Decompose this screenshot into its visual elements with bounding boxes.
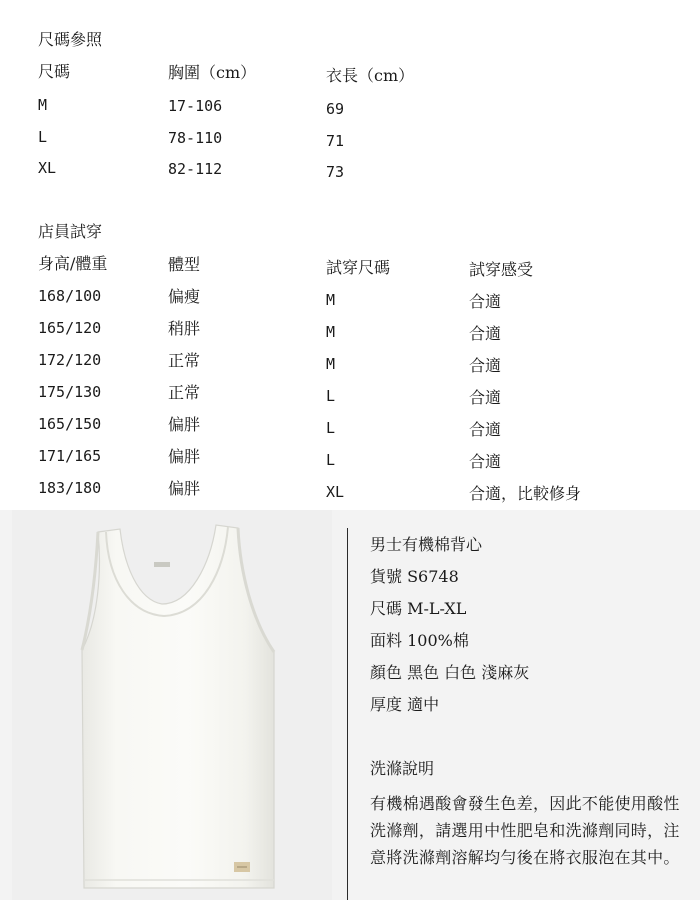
size-header-chest: 胸圍（cm）: [168, 63, 257, 82]
product-name: 男士有機棉背心: [370, 535, 483, 554]
tank-top-illustration: [12, 510, 332, 900]
tryon-row-3-size: M: [326, 355, 336, 373]
tryon-header-height-weight: 身高/體重: [38, 254, 108, 273]
tryon-row-3-hw: 172/120: [38, 351, 102, 369]
size-row-xl-length: 73: [326, 163, 345, 181]
care-title: 洗滌說明: [370, 759, 435, 778]
tryon-row-5-fit: 合適: [469, 420, 502, 439]
product-sizes: 尺碼 M-L-XL: [370, 599, 467, 618]
product-colors: 顏色 黑色 白色 淺麻灰: [370, 663, 530, 682]
size-chart-title: 尺碼參照: [38, 30, 103, 49]
tryon-row-4-size: L: [326, 387, 336, 405]
size-header-length: 衣長（cm）: [326, 66, 415, 85]
product-photo: [12, 510, 332, 900]
tryon-row-1-size: M: [326, 291, 336, 309]
tryon-row-7-size: XL: [326, 483, 345, 501]
tryon-row-6-fit: 合適: [469, 452, 502, 471]
tryon-header-fit: 試穿感受: [469, 260, 534, 279]
tryon-row-2-type: 稍胖: [168, 319, 201, 338]
tryon-row-4-hw: 175/130: [38, 383, 102, 401]
tryon-header-body-type: 體型: [168, 255, 201, 274]
tryon-row-1-fit: 合適: [469, 292, 502, 311]
tryon-row-7-hw: 183/180: [38, 479, 102, 497]
size-row-l-size: L: [38, 128, 48, 146]
size-row-xl-chest: 82-112: [168, 160, 223, 178]
product-thickness: 厚度 適中: [370, 695, 440, 714]
size-row-xl-size: XL: [38, 159, 57, 177]
size-row-l-length: 71: [326, 132, 345, 150]
tryon-row-5-size: L: [326, 419, 336, 437]
size-row-m-size: M: [38, 96, 48, 114]
tryon-row-1-type: 偏瘦: [168, 287, 201, 306]
product-fabric: 面料 100%棉: [370, 631, 469, 650]
tryon-row-4-type: 正常: [168, 383, 201, 402]
tryon-row-1-hw: 168/100: [38, 287, 102, 305]
tryon-row-6-hw: 171/165: [38, 447, 102, 465]
size-row-m-length: 69: [326, 100, 345, 118]
tryon-row-2-size: M: [326, 323, 336, 341]
tryon-row-7-fit: 合適，比較修身: [469, 484, 582, 503]
care-instructions: 有機棉遇酸會發生色差，因此不能使用酸性洗滌劑，請選用中性肥皂和洗滌劑同時，注意將洗滌劑溶解均勻後在將衣服泡在其中。: [370, 794, 680, 867]
tryon-row-4-fit: 合適: [469, 388, 502, 407]
product-panel: [0, 510, 700, 900]
tryon-row-3-fit: 合適: [469, 356, 502, 375]
tryon-title: 店員試穿: [38, 222, 103, 241]
size-row-l-chest: 78-110: [168, 129, 223, 147]
tryon-header-size: 試穿尺碼: [326, 258, 391, 277]
tryon-row-6-size: L: [326, 451, 336, 469]
size-header-size: 尺碼: [38, 62, 71, 81]
tryon-row-5-type: 偏胖: [168, 415, 201, 434]
tryon-row-2-hw: 165/120: [38, 319, 102, 337]
tryon-row-5-hw: 165/150: [38, 415, 102, 433]
product-item-no: 貨號 S6748: [370, 567, 459, 586]
tryon-row-7-type: 偏胖: [168, 479, 201, 498]
panel-divider: [347, 528, 348, 900]
tryon-row-2-fit: 合適: [469, 324, 502, 343]
tryon-row-6-type: 偏胖: [168, 447, 201, 466]
tryon-row-3-type: 正常: [168, 351, 201, 370]
size-row-m-chest: 17-106: [168, 97, 223, 115]
